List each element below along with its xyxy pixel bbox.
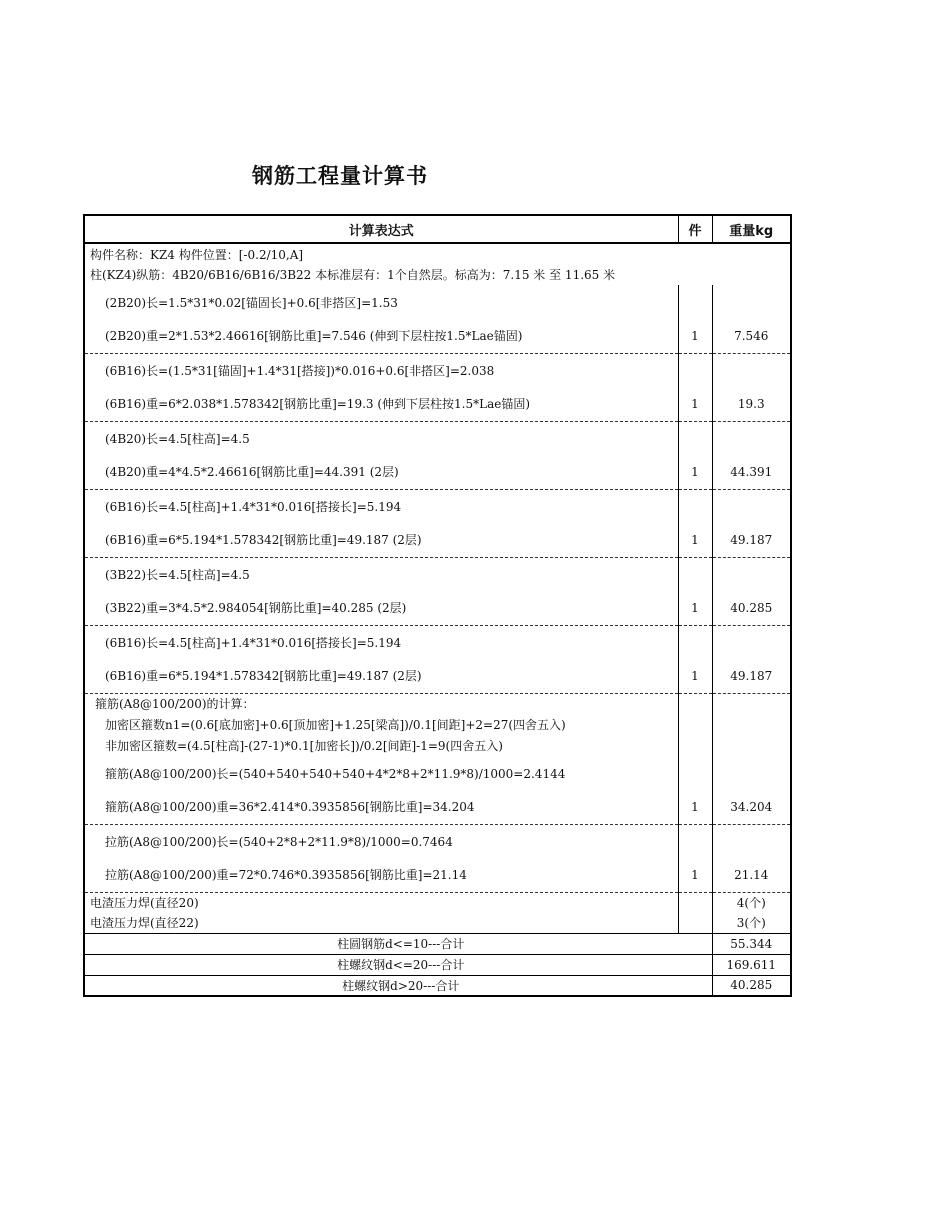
length-formula: (3B22)长=4.5[柱高]=4.5 xyxy=(84,557,678,591)
weight-formula: (2B20)重=2*1.53*2.46616[钢筋比重]=7.546 (伸到下层柱按1.5*Lae锚固) xyxy=(84,319,678,353)
stirrup-nondense-count: 非加密区箍数=(4.5[柱高]-(27-1)*0.1[加密长])/0.2[间距]-1=9(四舍五入) xyxy=(84,735,678,756)
count-cell: 1 xyxy=(678,319,712,353)
stirrup-dense-count: 加密区箍数n1=(0.6[底加密]+0.6[顶加密]+1.25[梁高])/0.1[间距]+2=27(四舍五入) xyxy=(84,714,678,735)
table-row xyxy=(84,625,791,659)
info-row xyxy=(84,264,791,285)
header-weight: 重量kg xyxy=(712,215,791,243)
table-row xyxy=(84,693,791,714)
total-label: 柱圆钢筋d<=10---合计 xyxy=(84,933,712,954)
length-formula: (6B16)长=4.5[柱高]+1.4*31*0.016[搭接长]=5.194 xyxy=(84,625,678,659)
weld-row xyxy=(84,912,791,933)
count-cell: 1 xyxy=(678,387,712,421)
weld-value: 3(个) xyxy=(712,912,791,933)
total-value: 55.344 xyxy=(712,933,791,954)
table-row xyxy=(84,790,791,824)
count-cell: 1 xyxy=(678,591,712,625)
weight-cell: 44.391 xyxy=(712,455,791,489)
component-info: 构件名称：KZ4 构件位置：[-0.2/10,A] xyxy=(84,243,712,264)
table-row xyxy=(84,824,791,858)
count-cell: 1 xyxy=(678,455,712,489)
length-formula: (6B16)长=(1.5*31[锚固]+1.4*31[搭接])*0.016+0.6[非搭区]=2.038 xyxy=(84,353,678,387)
stirrup-heading: 箍筋(A8@100/200)的计算： xyxy=(84,693,678,714)
total-row xyxy=(84,975,791,996)
table-row xyxy=(84,455,791,489)
table-row xyxy=(84,714,791,735)
table-row xyxy=(84,523,791,557)
table-row xyxy=(84,756,791,790)
weight-formula: (6B16)重=6*5.194*1.578342[钢筋比重]=49.187 (2层) xyxy=(84,523,678,557)
count-cell: 1 xyxy=(678,523,712,557)
longitudinal-info: 柱(KZ4)纵筋：4B20/6B16/6B16/3B22 本标准层有：1个自然层。标高为：7.15 米 至 11.65 米 xyxy=(84,264,712,285)
table-row xyxy=(84,591,791,625)
table-row xyxy=(84,421,791,455)
total-value: 40.285 xyxy=(712,975,791,996)
weight-formula: (6B16)重=6*5.194*1.578342[钢筋比重]=49.187 (2层) xyxy=(84,659,678,693)
weight-formula: (3B22)重=3*4.5*2.984054[钢筋比重]=40.285 (2层) xyxy=(84,591,678,625)
page-title: 钢筋工程量计算书 xyxy=(252,164,428,188)
header-expression: 计算表达式 xyxy=(84,215,678,243)
length-formula: 拉筋(A8@100/200)长=(540+2*8+2*11.9*8)/1000=0.7464 xyxy=(84,824,678,858)
table-row xyxy=(84,557,791,591)
table-row xyxy=(84,285,791,319)
table-row xyxy=(84,858,791,892)
weight-cell: 19.3 xyxy=(712,387,791,421)
calculation-sheet xyxy=(83,214,790,997)
header-count: 件 xyxy=(678,215,712,243)
weight-cell: 21.14 xyxy=(712,858,791,892)
table-row xyxy=(84,489,791,523)
total-label: 柱螺纹钢d>20---合计 xyxy=(84,975,712,996)
weld-label: 电渣压力焊(直径22) xyxy=(84,912,678,933)
table-row xyxy=(84,659,791,693)
total-label: 柱螺纹钢d<=20---合计 xyxy=(84,954,712,975)
weight-cell: 7.546 xyxy=(712,319,791,353)
weight-cell: 49.187 xyxy=(712,659,791,693)
weight-cell: 40.285 xyxy=(712,591,791,625)
count-cell: 1 xyxy=(678,858,712,892)
weight-formula: (4B20)重=4*4.5*2.46616[钢筋比重]=44.391 (2层) xyxy=(84,455,678,489)
count-cell: 1 xyxy=(678,790,712,824)
length-formula: (2B20)长=1.5*31*0.02[锚固长]+0.6[非搭区]=1.53 xyxy=(84,285,678,319)
total-row xyxy=(84,933,791,954)
table-row xyxy=(84,387,791,421)
weight-formula: 拉筋(A8@100/200)重=72*0.746*0.3935856[钢筋比重]=21.14 xyxy=(84,858,678,892)
total-row xyxy=(84,954,791,975)
weight-cell: 49.187 xyxy=(712,523,791,557)
weld-label: 电渣压力焊(直径20) xyxy=(84,892,678,912)
weight-formula: 箍筋(A8@100/200)重=36*2.414*0.3935856[钢筋比重]=34.204 xyxy=(84,790,678,824)
count-cell: 1 xyxy=(678,659,712,693)
calculation-table xyxy=(83,214,792,997)
weld-value: 4(个) xyxy=(712,892,791,912)
weight-cell: 34.204 xyxy=(712,790,791,824)
header-row xyxy=(84,215,791,243)
length-formula: (4B20)长=4.5[柱高]=4.5 xyxy=(84,421,678,455)
info-row xyxy=(84,243,791,264)
length-formula: 箍筋(A8@100/200)长=(540+540+540+540+4*2*8+2*11.9*8)/1000=2.4144 xyxy=(84,756,678,790)
total-value: 169.611 xyxy=(712,954,791,975)
table-row xyxy=(84,735,791,756)
table-row xyxy=(84,353,791,387)
table-row xyxy=(84,319,791,353)
weld-row xyxy=(84,892,791,912)
length-formula: (6B16)长=4.5[柱高]+1.4*31*0.016[搭接长]=5.194 xyxy=(84,489,678,523)
weight-formula: (6B16)重=6*2.038*1.578342[钢筋比重]=19.3 (伸到下层柱按1.5*Lae锚固) xyxy=(84,387,678,421)
